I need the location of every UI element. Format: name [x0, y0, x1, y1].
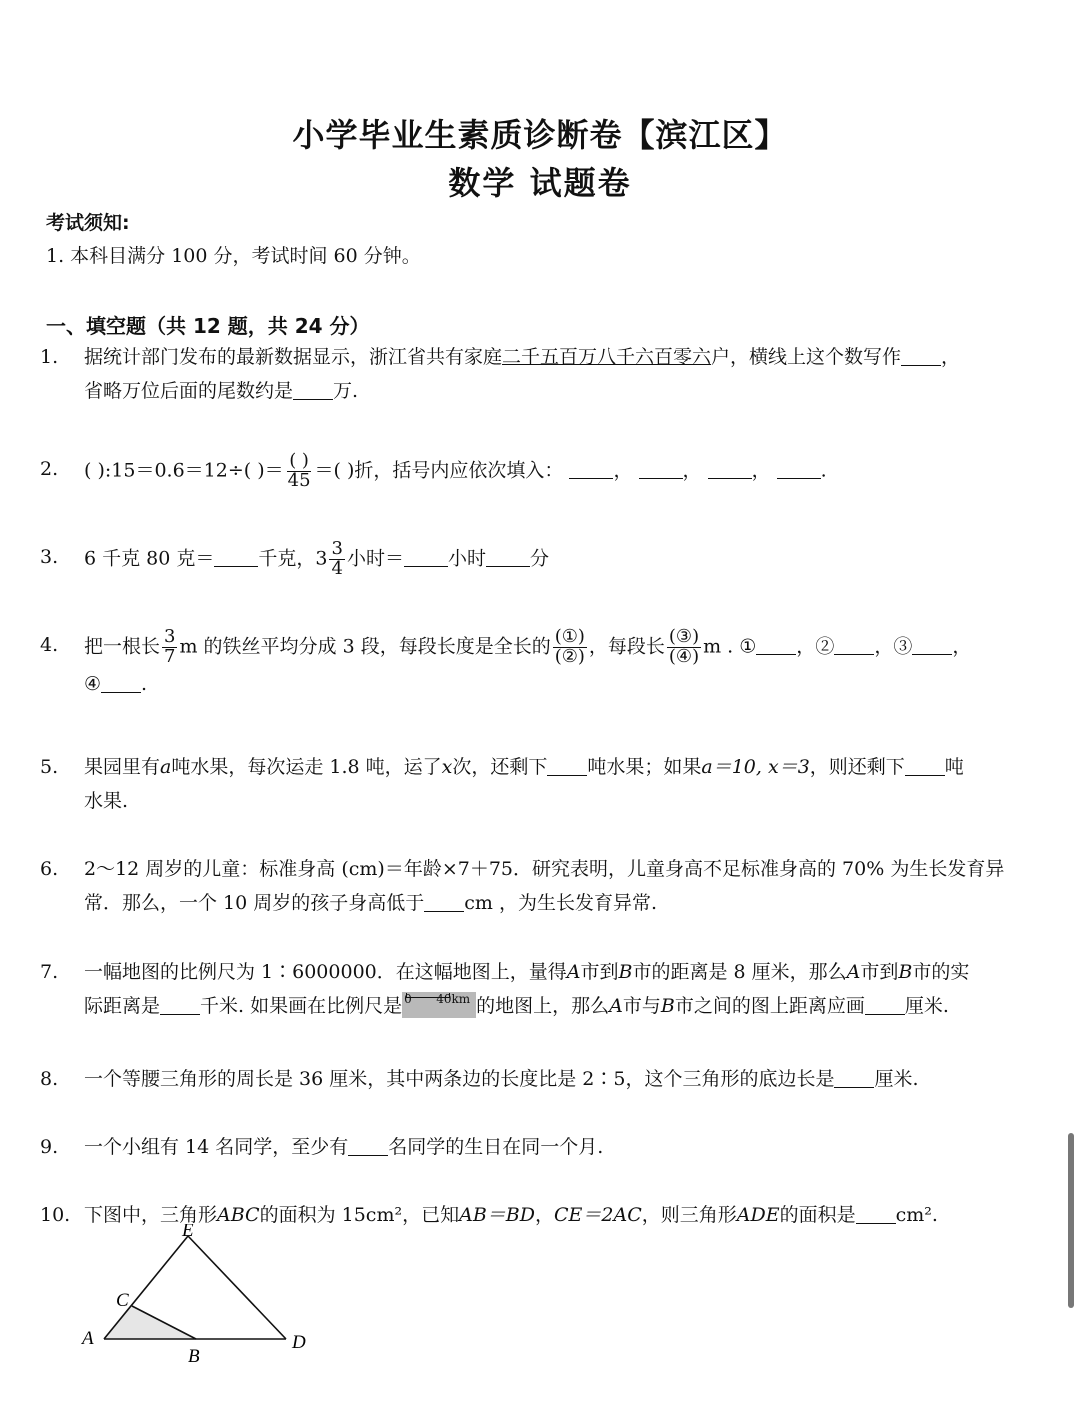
- fraction: [286, 452, 313, 491]
- answer-blank[interactable]: [101, 670, 141, 693]
- question-text: 一个小组有 14 名同学，至少有: [84, 1136, 349, 1158]
- answer-blank[interactable]: [348, 1133, 388, 1156]
- triangle-figure: [76, 1224, 336, 1369]
- fraction-numerator: ( ): [289, 450, 309, 471]
- answer-blank[interactable]: [905, 753, 945, 776]
- underlined-number: 二千五百万八千六百零六: [502, 346, 712, 368]
- question-text: 小时: [447, 547, 486, 570]
- question-text: 际距离是: [84, 995, 161, 1017]
- question-number: 9.: [40, 1136, 59, 1158]
- variable: a: [160, 756, 172, 778]
- scale-bar: [402, 992, 476, 1018]
- question-number: 7.: [40, 961, 59, 983]
- answer-blank[interactable]: [856, 1201, 896, 1224]
- question-text: 市与: [622, 995, 661, 1017]
- variable: B: [618, 961, 633, 983]
- separator: ，: [682, 459, 702, 482]
- answer-blank[interactable]: [708, 456, 752, 479]
- relation: AB＝BD: [459, 1204, 535, 1226]
- separator: .: [820, 459, 827, 482]
- question-5: [40, 750, 1060, 820]
- question-number: 6.: [40, 858, 59, 880]
- question-body: [84, 340, 1060, 408]
- question-text: ，则三角形: [641, 1204, 737, 1226]
- question-3: [40, 540, 1060, 590]
- question-number: 10.: [40, 1204, 71, 1226]
- answer-blank[interactable]: [639, 456, 683, 479]
- question-text: 户，横线上这个数写作: [711, 346, 902, 368]
- question-text: 名同学的生日在同一个月.: [388, 1136, 604, 1158]
- question-4: [40, 628, 1060, 718]
- question-text: 把一根长: [84, 635, 161, 658]
- question-text: 市之间的图上距离应画: [674, 995, 865, 1017]
- label-a: A: [82, 1328, 94, 1349]
- question-text: 万.: [333, 380, 359, 402]
- question-body: [84, 750, 1060, 818]
- separator: ，: [874, 635, 894, 658]
- question-1: [40, 340, 1060, 410]
- question-7: [40, 955, 1060, 1027]
- question-text: 的面积是: [779, 1204, 856, 1226]
- question-text: 小时＝: [346, 547, 404, 570]
- question-text: ，则还剩下: [809, 756, 905, 778]
- question-9: [40, 1130, 1060, 1166]
- fraction-numerator: 3: [331, 538, 343, 559]
- separator: ，: [796, 635, 816, 658]
- fraction-numerator: (③): [668, 626, 700, 647]
- question-body: [84, 1130, 1060, 1164]
- scrollbar[interactable]: [1068, 1133, 1074, 1308]
- question-body: [84, 852, 1060, 920]
- question-text: 吨: [944, 756, 964, 778]
- question-text: 厘米.: [904, 995, 949, 1017]
- answer-blank[interactable]: [756, 632, 796, 655]
- question-number: 2.: [40, 458, 59, 480]
- relation: CE＝2AC: [554, 1204, 642, 1226]
- fraction-denominator: 7: [164, 645, 176, 667]
- circled-number: ①: [739, 635, 757, 658]
- variable: A: [609, 995, 623, 1017]
- question-text: 省略万位后面的尾数约是: [84, 380, 294, 402]
- question-text: 果园里有: [84, 756, 161, 778]
- question-text: 次，还剩下: [452, 756, 548, 778]
- separator: ，: [952, 635, 972, 658]
- fraction-denominator: 45: [287, 469, 311, 491]
- answer-blank[interactable]: [547, 753, 587, 776]
- question-2: [40, 452, 1060, 502]
- question-text: 的地图上，那么: [476, 995, 610, 1017]
- separator: ，: [751, 459, 771, 482]
- answer-blank[interactable]: [777, 456, 821, 479]
- question-number: 1.: [40, 346, 59, 368]
- question-text: ，每段长: [588, 635, 665, 658]
- fraction-denominator: (②): [554, 645, 585, 667]
- question-body: [84, 955, 1060, 1023]
- notice-heading: 考试须知:: [46, 212, 130, 234]
- answer-blank[interactable]: [912, 632, 952, 655]
- separator: .: [141, 672, 148, 695]
- question-text: ，: [534, 1204, 554, 1226]
- question-text: 厘米.: [874, 1068, 919, 1090]
- question-body: [84, 540, 1060, 579]
- variable: B: [660, 995, 675, 1017]
- question-text: 分: [529, 547, 549, 570]
- label-d: D: [292, 1332, 306, 1353]
- question-number: 4.: [40, 634, 59, 656]
- question-text: 一幅地图的比例尺为 1∶6000000．在这幅地图上，量得: [84, 961, 567, 983]
- question-text: 市的实: [912, 961, 970, 983]
- fraction: [329, 540, 344, 579]
- label-e: E: [182, 1224, 194, 1241]
- answer-blank[interactable]: [834, 632, 874, 655]
- label-b: B: [188, 1346, 200, 1367]
- variable: A: [846, 961, 861, 983]
- question-text: 千克，3: [258, 547, 328, 570]
- variable: ABC: [217, 1204, 260, 1226]
- question-number: 5.: [40, 756, 59, 778]
- question-text: cm ，为生长发育异常.: [464, 892, 658, 914]
- circled-number: ③: [893, 635, 913, 658]
- section-heading: 一、填空题（共 12 题，共 24 分）: [46, 314, 370, 338]
- fraction-numerator: 3: [164, 626, 176, 647]
- fraction: [162, 628, 177, 667]
- answer-blank[interactable]: [214, 544, 258, 567]
- notice-line: 1. 本科目满分 100 分，考试时间 60 分钟。: [46, 245, 421, 267]
- question-text: 吨水果，每次运走 1.8 吨，运了: [171, 756, 442, 778]
- exam-subtitle: 数学 试题卷: [448, 164, 632, 202]
- answer-blank[interactable]: [404, 544, 448, 567]
- exam-title: 小学毕业生素质诊断卷【滨江区】: [292, 116, 788, 154]
- label-c: C: [116, 1290, 129, 1311]
- question-8: [40, 1062, 1060, 1098]
- question-text: m 的铁丝平均分成 3 段，每段长度是全长的: [179, 635, 551, 658]
- question-text: 市的距离是 8 厘米，那么: [632, 961, 847, 983]
- question-text: 市到: [580, 961, 619, 983]
- answer-blank[interactable]: [160, 992, 200, 1015]
- question-body: [84, 452, 1060, 491]
- fraction-numerator: (①): [554, 626, 585, 647]
- question-text: 下图中，三角形: [84, 1204, 218, 1226]
- answer-blank[interactable]: [424, 889, 464, 912]
- question-text: 2～12 周岁的儿童：标准身高 (cm)＝年龄×7＋75．研究表明，儿童身高不足标准身高的 70% 为生长发育异: [84, 858, 1005, 880]
- fraction-denominator: 4: [331, 557, 343, 579]
- question-text: cm².: [895, 1204, 938, 1226]
- variable: x: [441, 756, 453, 778]
- question-number: 3.: [40, 546, 59, 568]
- question-text: 千米. 如果画在比例尺是: [200, 995, 403, 1017]
- answer-blank[interactable]: [486, 544, 530, 567]
- question-text: 一个等腰三角形的周长是 36 厘米，其中两条边的长度比是 2∶5，这个三角形的底边长是: [84, 1068, 835, 1090]
- answer-blank[interactable]: [901, 343, 941, 366]
- circled-number: ②: [815, 635, 835, 658]
- question-text: 市到: [860, 961, 899, 983]
- answer-blank[interactable]: [293, 377, 333, 400]
- separator: ，: [613, 459, 633, 482]
- circled-number: ④: [84, 672, 102, 695]
- question-text: 吨水果；如果: [587, 756, 702, 778]
- question-text: ＝( )折，括号内应依次填入：: [314, 459, 564, 482]
- variable: B: [898, 961, 913, 983]
- question-text: ( ):15＝0.6＝12÷( )＝: [84, 459, 284, 482]
- question-text: 6 千克 80 克＝: [84, 547, 215, 570]
- answer-blank[interactable]: [865, 992, 905, 1015]
- answer-blank[interactable]: [569, 456, 613, 479]
- question-text: 据统计部门发布的最新数据显示，浙江省共有家庭: [84, 346, 503, 368]
- answer-blank[interactable]: [834, 1065, 874, 1088]
- scale-end-label: 40km: [436, 992, 471, 1006]
- question-text: 常．那么，一个 10 周岁的孩子身高低于: [84, 892, 425, 914]
- question-6: [40, 852, 1060, 922]
- question-body: [84, 628, 1060, 701]
- condition: a＝10, x＝3: [701, 756, 810, 778]
- question-number: 8.: [40, 1068, 59, 1090]
- variable: ADE: [736, 1204, 780, 1226]
- question-text: 水果.: [84, 790, 129, 812]
- fraction: [667, 628, 701, 667]
- variable: A: [566, 961, 581, 983]
- question-text: 的面积为 15cm²，已知: [259, 1204, 460, 1226]
- scale-line: [406, 993, 450, 998]
- fraction-denominator: (④): [668, 645, 700, 667]
- fraction: [553, 628, 587, 667]
- scale-start-label: 0: [404, 992, 412, 1006]
- question-body: [84, 1062, 1060, 1096]
- segment-ed: [188, 1236, 286, 1339]
- question-text: ，: [941, 346, 961, 368]
- question-text: m .: [703, 635, 734, 658]
